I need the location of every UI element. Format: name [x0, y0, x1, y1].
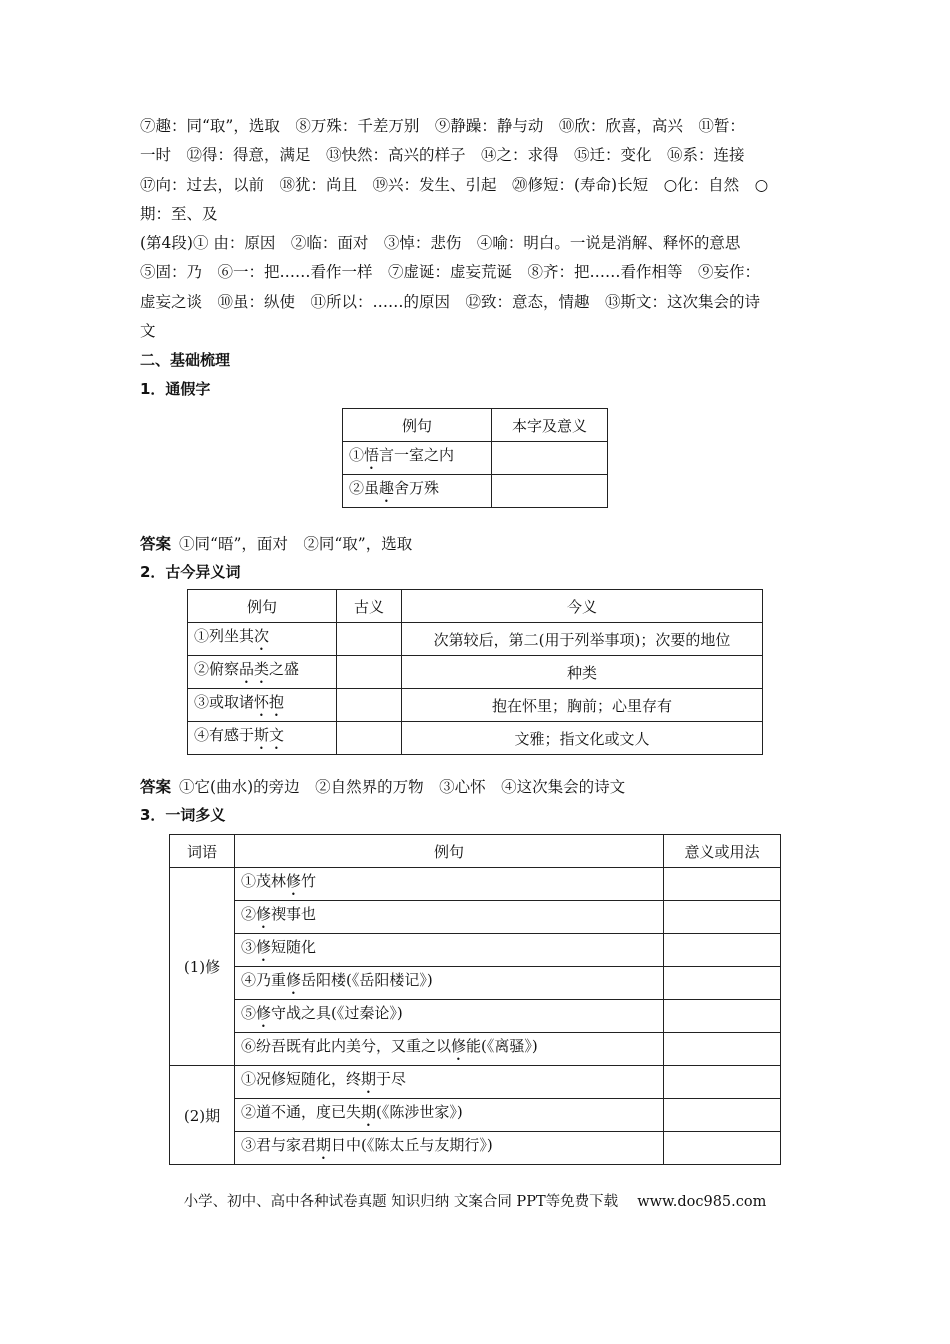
document-page [140, 112, 812, 1165]
example-sentence: ③君与家君期日中(《陈太丘与友期行》) [235, 1132, 664, 1165]
dotted-char: 期 [316, 1135, 332, 1154]
table-row [170, 934, 781, 967]
modern-meaning: 抱在怀里；胸前；心里存有 [402, 689, 763, 722]
modern-meaning: 种类 [402, 656, 763, 689]
ancient-meaning-cell [337, 656, 402, 689]
example-sentence: ②虽趣舍万殊 [343, 475, 492, 508]
table-header: 古义 [337, 590, 402, 623]
meaning-cell [664, 1033, 781, 1066]
subsection-title-yiciduoyi: 3．一词多义 [140, 806, 226, 825]
subsection-title-gujin: 2．古今异义词 [140, 563, 241, 582]
example-sentence: ②俯察品类之盛 [188, 656, 337, 689]
example-sentence: ①况修短随化，终期于尽 [235, 1066, 664, 1099]
note-line: 一时 ⑫得：得意，满足 ⑬快然：高兴的样子 ⑭之：求得 ⑮迁：变化 ⑯系：连接 [140, 146, 745, 165]
answer-text: ①它(曲水)的旁边 ②自然界的万物 ③心怀 ④这次集会的诗文 [179, 778, 626, 797]
note-line: 期：至、及 [140, 204, 218, 223]
ancient-meaning-cell [337, 689, 402, 722]
answer-cell [492, 475, 608, 508]
answer-label: 答案 [140, 778, 172, 797]
answer-line [140, 773, 812, 801]
table-header: 词语 [170, 835, 235, 868]
answer-text: ①同“晤”，面对 ②同“取”，选取 [179, 535, 413, 554]
table-row [170, 901, 781, 934]
table-header: 意义或用法 [664, 835, 781, 868]
example-sentence: ④乃重修岳阳楼(《岳阳楼记》) [235, 967, 664, 1000]
word-cell: (1)修 [170, 868, 235, 1066]
dotted-char: 悟 [364, 445, 380, 464]
meaning-cell [664, 901, 781, 934]
table-row [170, 967, 781, 1000]
table-row [170, 1132, 781, 1165]
modern-meaning: 次第较后，第二(用于列举事项)；次要的地位 [402, 623, 763, 656]
answer-label: 答案 [140, 535, 172, 554]
table-header: 今义 [402, 590, 763, 623]
yiciduoyi-table [169, 834, 781, 1165]
example-sentence: ②修禊事也 [235, 901, 664, 934]
tongjiazi-table [342, 408, 608, 508]
table-row [170, 1000, 781, 1033]
table-row [188, 722, 763, 755]
note-line: 虚妄之谈 ⑩虽：纵使 ⑪所以：……的原因 ⑫致：意态，情趣 ⑬斯文：这次集会的诗 [140, 292, 761, 311]
dotted-char: 修 [256, 1003, 272, 1022]
table-header: 例句 [188, 590, 337, 623]
notes-block [140, 112, 812, 346]
table-row [188, 656, 763, 689]
example-sentence: ④有感于斯文 [188, 722, 337, 755]
dotted-char: 修 [256, 904, 272, 923]
note-line: (第4段)① 由：原因 ②临：面对 ③悼：悲伤 ④喻：明白。一说是消解、释怀的意思 [140, 234, 741, 253]
meaning-cell [664, 1099, 781, 1132]
note-line: 文 [140, 322, 156, 341]
modern-meaning: 文雅；指文化或文人 [402, 722, 763, 755]
meaning-cell [664, 868, 781, 901]
gujin-table [187, 589, 763, 755]
dotted-char: 品类 [239, 659, 270, 678]
meaning-cell [664, 967, 781, 1000]
example-sentence: ①列坐其次 [188, 623, 337, 656]
note-line: ⑤固：乃 ⑥一：把……看作一样 ⑦虚诞：虚妄荒诞 ⑧齐：把……看作相等 ⑨妄作： [140, 263, 761, 282]
example-sentence: ①茂林修竹 [235, 868, 664, 901]
dotted-char: 斯文 [254, 725, 285, 744]
table-row [188, 689, 763, 722]
dotted-char: 怀抱 [254, 692, 285, 711]
example-sentence: ③或取诸怀抱 [188, 689, 337, 722]
meaning-cell [664, 1000, 781, 1033]
ancient-meaning-cell [337, 623, 402, 656]
meaning-cell [664, 1066, 781, 1099]
page-footer: 小学、初中、高中各种试卷真题 知识归纳 文案合同 PPT等免费下载 www.doc985.com [183, 1194, 767, 1210]
dotted-char: 修 [256, 937, 272, 956]
table-row [170, 868, 781, 901]
table-row [170, 1033, 781, 1066]
meaning-cell [664, 934, 781, 967]
word-cell: (2)期 [170, 1066, 235, 1165]
dotted-char: 趣 [379, 478, 395, 497]
table-row [170, 1066, 781, 1099]
table-row [170, 1099, 781, 1132]
subsection-title-tongjiazi: 1．通假字 [140, 380, 211, 399]
note-line: ⑰向：过去，以前 ⑱犹：尚且 ⑲兴：发生、引起 ⑳修短：(寿命)长短 ○化：自然 ○ [140, 175, 769, 194]
dotted-char: 修 [286, 871, 302, 890]
table-header: 例句 [235, 835, 664, 868]
table-header: 例句 [343, 409, 492, 442]
example-sentence: ②道不通，度已失期(《陈涉世家》) [235, 1099, 664, 1132]
table-row [343, 475, 608, 508]
dotted-char: 修 [451, 1036, 467, 1055]
dotted-char: 期 [361, 1069, 377, 1088]
example-sentence: ③修短随化 [235, 934, 664, 967]
example-sentence: ①悟言一室之内 [343, 442, 492, 475]
table-row [343, 442, 608, 475]
ancient-meaning-cell [337, 722, 402, 755]
meaning-cell [664, 1132, 781, 1165]
example-sentence: ⑥纷吾既有此内美兮，又重之以修能(《离骚》) [235, 1033, 664, 1066]
dotted-char: 次 [254, 626, 270, 645]
table-row [188, 623, 763, 656]
example-sentence: ⑤修守战之具(《过秦论》) [235, 1000, 664, 1033]
dotted-char: 期 [361, 1102, 377, 1121]
answer-cell [492, 442, 608, 475]
section-title: 二、基础梳理 [140, 351, 231, 370]
table-header: 本字及意义 [492, 409, 608, 442]
note-line: ⑦趣：同“取”，选取 ⑧万殊：千差万别 ⑨静躁：静与动 ⑩欣：欣喜，高兴 ⑪暂： [140, 117, 745, 135]
answer-line [140, 530, 812, 558]
dotted-char: 修 [286, 970, 302, 989]
